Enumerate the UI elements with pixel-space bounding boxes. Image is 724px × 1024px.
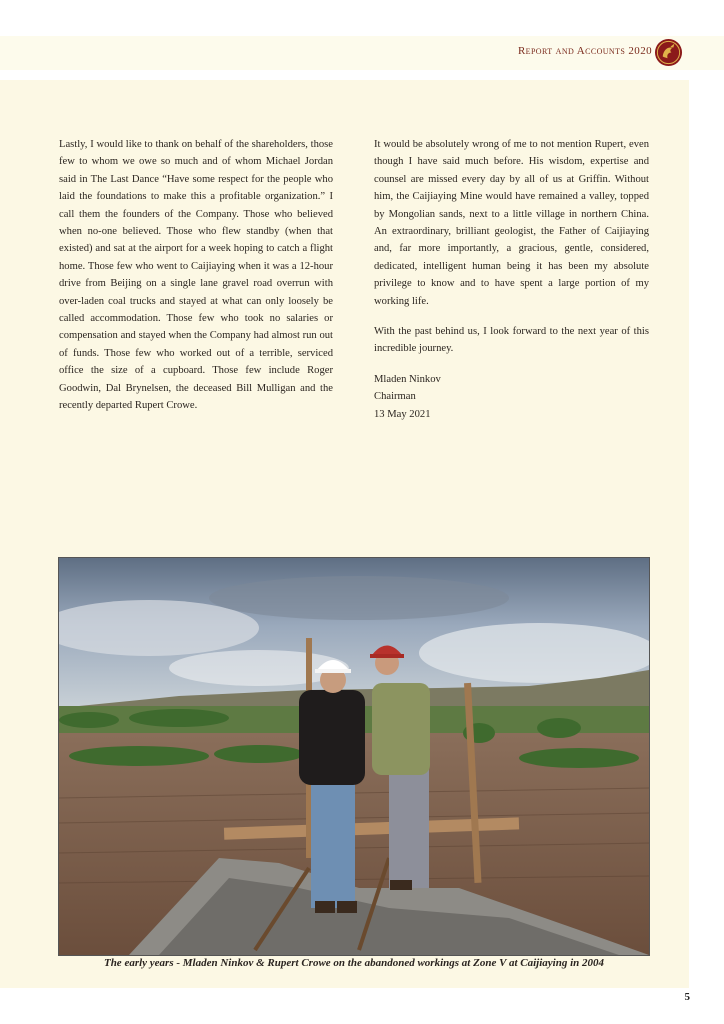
header-band (0, 36, 724, 70)
griffin-logo-icon (654, 38, 683, 67)
right-paragraph-2: With the past behind us, I look forward to the next year of this incredible journey. (374, 326, 649, 355)
right-paragraph-1: It would be absolutely wrong of me to not mention Rupert, even though I have said much before. His wisdom, expertise and counsel are missed every day by all of us at Griffin. Without him, the Caijiaying Mine would have remained a valley, topped by Mongolian sands, next to a little village in northern China. An extraordinary, brilliant geologist, the Father of Caijiaying and, far more importantly, a gracious, gentle, considered, dedicated, intelligent human being it has been my absolute privilege to know and to have spent a large portion of my working life. (374, 139, 649, 307)
signature-block (374, 371, 649, 423)
page-number: 5 (684, 991, 690, 1003)
left-column (59, 136, 333, 415)
report-title: Report and Accounts 2020 (517, 45, 652, 57)
signature-date: 13 May 2021 (374, 408, 431, 420)
photo-caption: The early years - Mladen Ninkov & Rupert Crowe on the abandoned workings at Zone V at Caijiaying in 2004 (103, 957, 605, 969)
photo-illustration (59, 558, 649, 955)
signature-role: Chairman (374, 391, 416, 403)
left-paragraph: Lastly, I would like to thank on behalf of the shareholders, those few to whom we owe so much and of whom Michael Jordan said in The Last Dance “Have some respect for the people who laid the foundations to make this a profitable organization.” I call them the founders of the Company. Those who believed when no-one believed. Those who flew standby (when that existed) and sat at the airport for a week hoping to catch a flight home. Those few who went to Caijiaying when it was a 12-hour drive from Beijing on a single lane gravel road overrun with over-laden coal trucks and stayed at what can only loosely be called accommodation. Those few who took no salaries or compensation and stayed when the Company had almost run out of funds. Those few who worked out of a terrible, serviced office the size of a cupboard. Those few include Roger Goodwin, Dal Brynelsen, the deceased Bill Mulligan and the recently departed Rupert Crowe. (59, 139, 333, 412)
signature-name: Mladen Ninkov (374, 373, 441, 385)
right-column (374, 136, 649, 423)
landscape-photo (58, 557, 650, 956)
